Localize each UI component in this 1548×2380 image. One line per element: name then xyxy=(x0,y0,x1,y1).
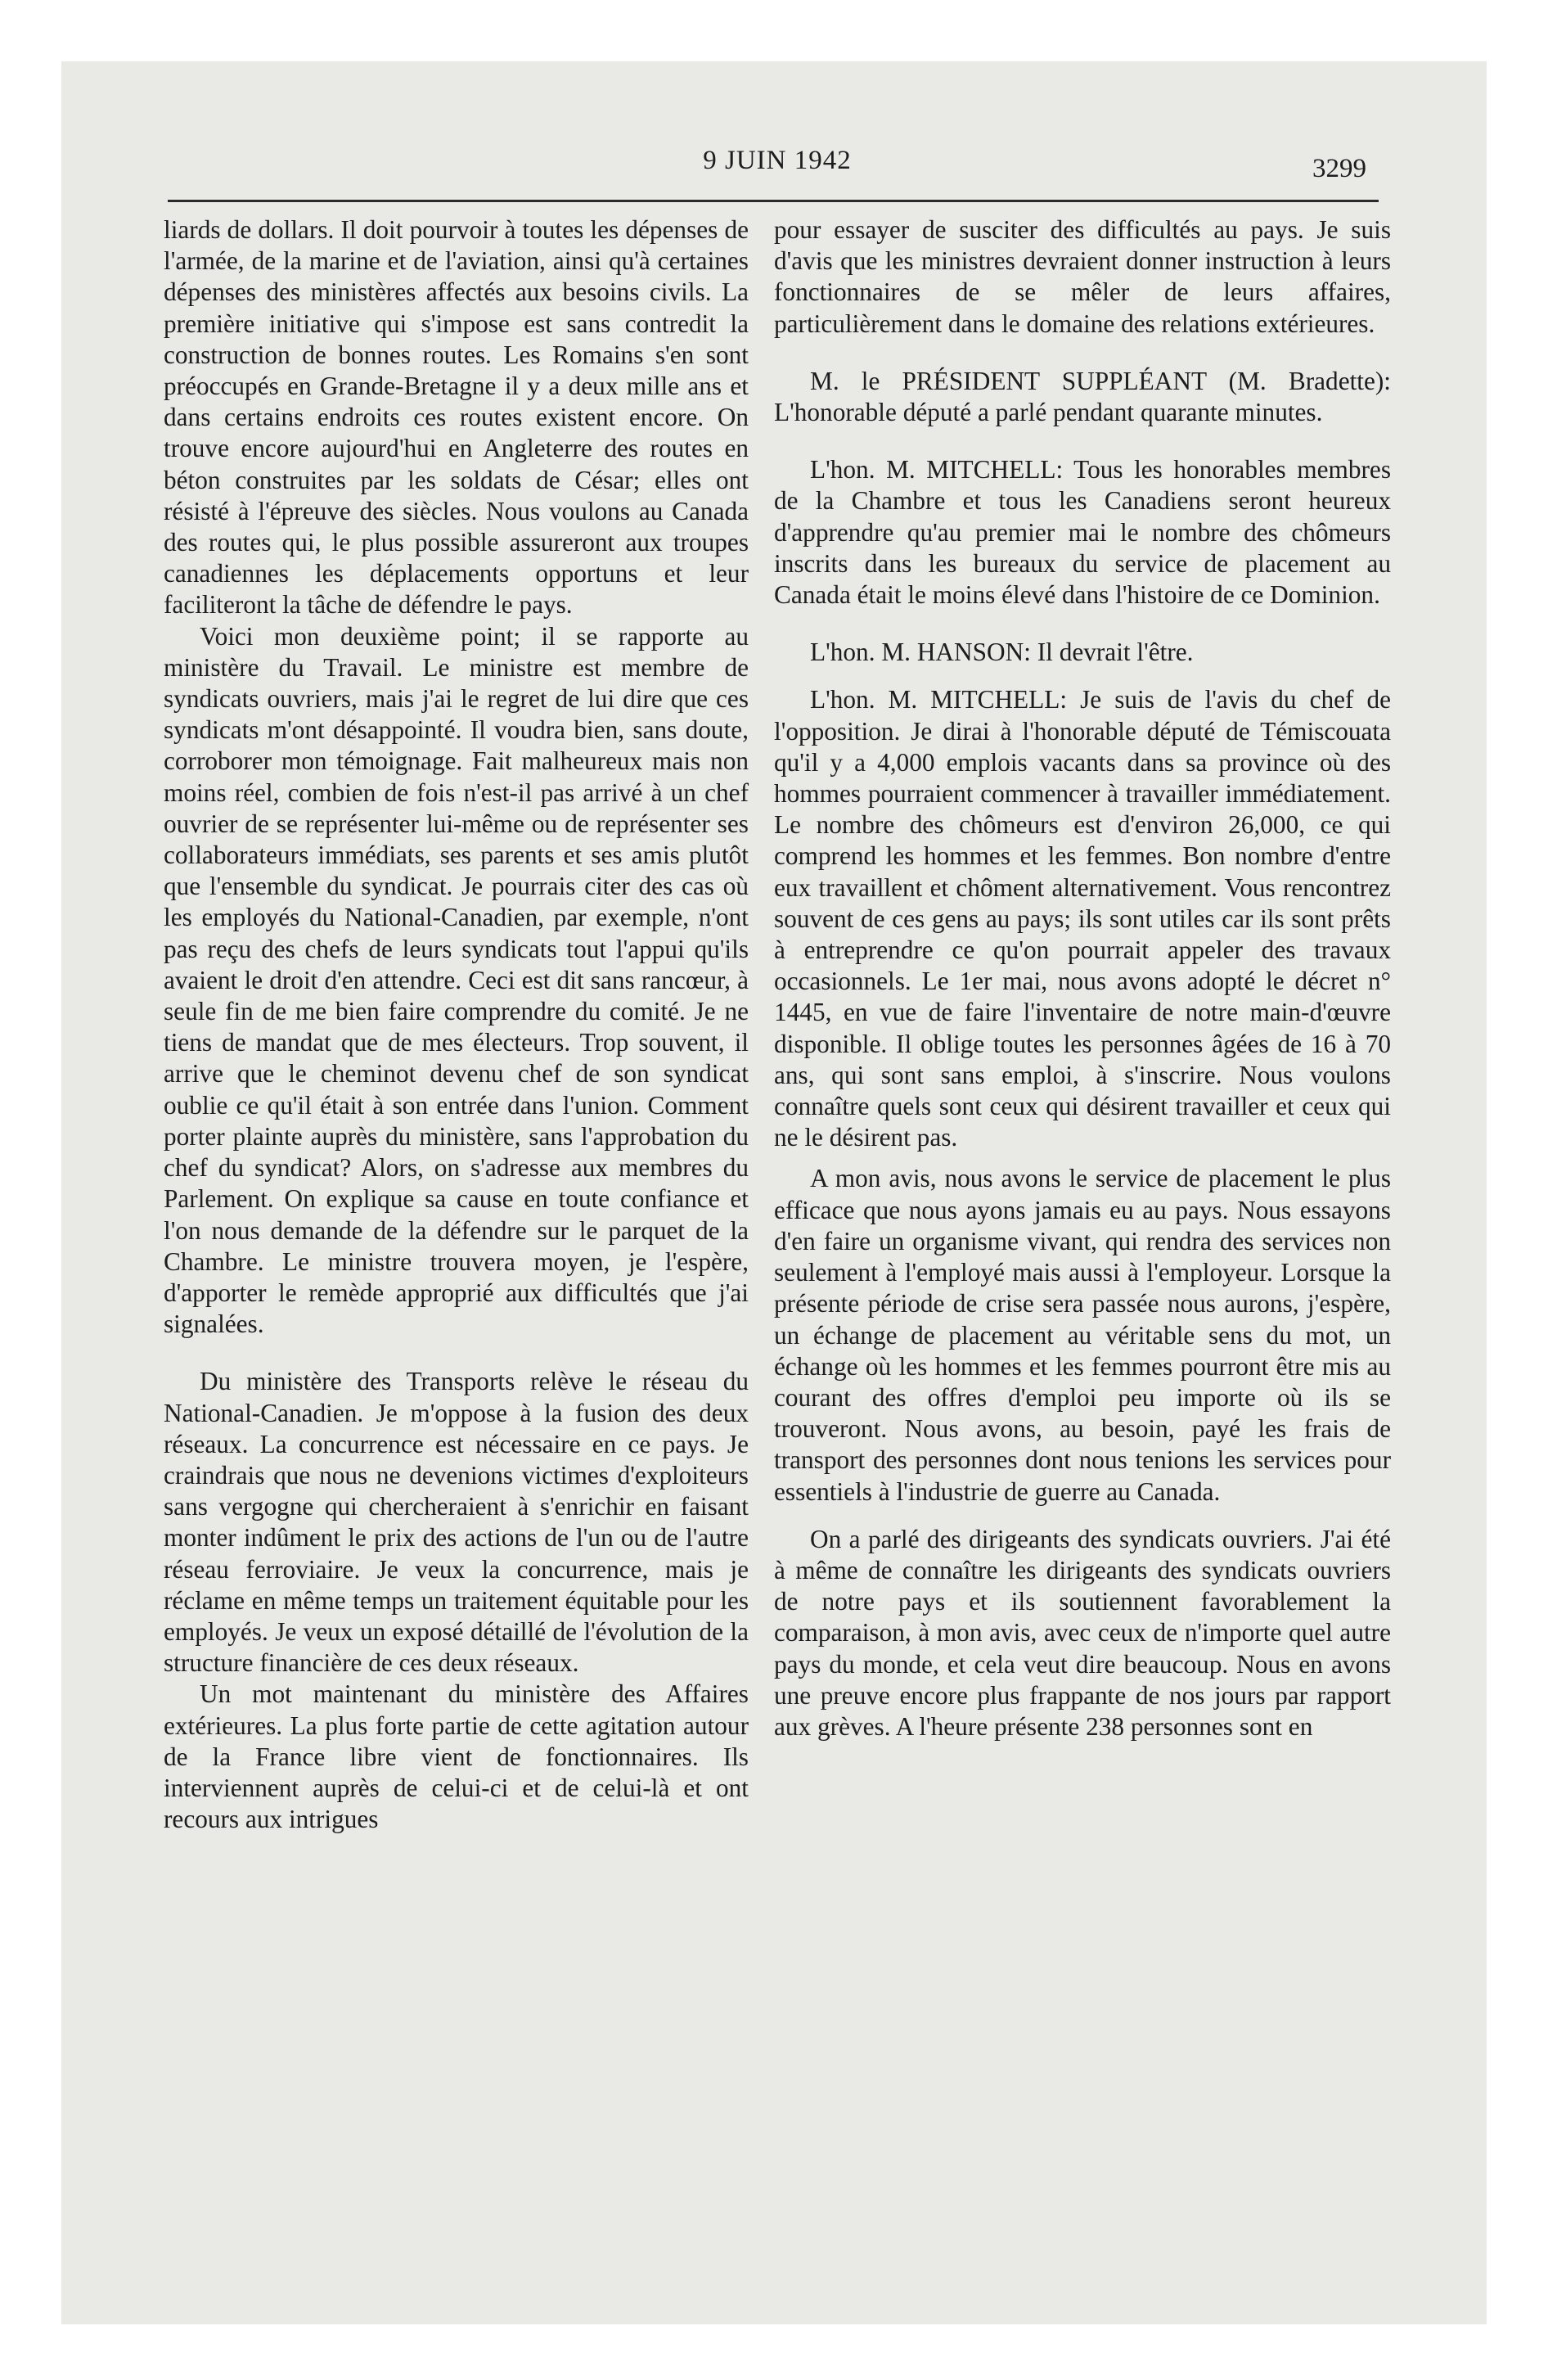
left-column xyxy=(164,214,749,1835)
page-number: 3299 xyxy=(1312,154,1366,183)
header-rule xyxy=(168,200,1379,202)
left-paragraph-3: Du ministère des Transports relève le réseau du National-Canadien. Je m'oppose à la fusion des deux réseaux. La concurrence est nécessaire en ce pays. Je craindrais que nous ne devenions victimes d'exploiteurs sans vergogne qui chercheraient à s'enrichir en faisant monter indûment le prix des actions de l'un ou de l'autre réseau ferroviaire. Je veux la concurrence, mais je réclame en même temps un traitement équitable pour les employés. Je veux un exposé détaillé de l'évolution de la structure financière de ces deux réseaux. xyxy=(164,1367,749,1678)
right-paragraph-7: On a parlé des dirigeants des syndicats ouvriers. J'ai été à même de connaître les dirigeants des syndicats ouvriers de notre pays et ils soutiennent favorablement la comparaison, à mon avis, avec ceux de n'importe quel autre pays du monde, et cela veut dire beaucoup. Nous en avons une preuve encore plus frappante de nos jours par rapport aux grèves. A l'heure présente 238 personnes sont en xyxy=(774,1524,1391,1741)
right-column xyxy=(774,214,1391,1742)
page-header xyxy=(164,139,1391,188)
right-paragraph-2: M. le PRÉSIDENT SUPPLÉANT (M. Bradette): L'honorable député a parlé pendant quarante minutes. xyxy=(774,366,1391,427)
right-paragraph-3: L'hon. M. MITCHELL: Tous les honorables membres de la Chambre et tous les Canadiens seront heureux d'apprendre qu'au premier mai le nombre des chômeurs inscrits dans les bureaux du service de placement au Canada était le moins élevé dans l'histoire de ce Dominion. xyxy=(774,455,1391,610)
left-paragraph-2: Voici mon deuxième point; il se rapporte au ministère du Travail. Le ministre est membre de syndicats ouvriers, mais j'ai le regret de lui dire que ces syndicats m'ont désappointé. Il voudra bien, sans doute, corroborer mon témoignage. Fait malheureux mais non moins réel, combien de fois n'est-il pas arrivé à un chef ouvrier de se représenter lui-même ou de représenter ses collaborateurs immédiats, ses parents et ses amis plutôt que l'ensemble du syndicat. Je pourrais citer des cas où les employés du National-Canadien, par exemple, n'ont pas reçu des chefs de leurs syndicats tout l'appui qu'ils avaient le droit d'en attendre. Ceci est dit sans rancœur, à seule fin de me bien faire comprendre du comité. Je ne tiens de mandat que de mes électeurs. Trop souvent, il arrive que le cheminot devenu chef de son syndicat oublie ce qu'il était à son entrée dans l'union. Comment porter plainte auprès du ministère, sans l'approbation du chef du syndicat? Alors, on s'adresse aux membres du Parlement. On explique sa cause en toute confiance et l'on nous demande de la défendre sur le parquet de la Chambre. Le ministre trouvera moyen, je l'espère, d'apporter le remède approprié aux difficultés que j'ai signalées. xyxy=(164,621,749,1339)
page-date: 9 JUIN 1942 xyxy=(703,146,852,175)
right-paragraph-5: L'hon. M. MITCHELL: Je suis de l'avis du chef de l'opposition. Je dirai à l'honorable député de Témiscouata qu'il y a 4,000 emplois vacants dans sa province où des hommes pourraient commencer à travailler immédiatement. Le nombre des chômeurs est d'environ 26,000, ce qui comprend les hommes et les femmes. Bon nombre d'entre eux travaillent et chôment alternativement. Vous rencontrez souvent de ces gens au pays; ils sont utiles car ils sont prêts à entreprendre ce qu'on pourrait appeler des travaux occasionnels. Le 1er mai, nous avons adopté le décret n° 1445, en vue de faire l'inventaire de notre main-d'œuvre disponible. Il oblige toutes les personnes âgées de 16 à 70 ans, qui sont sans emploi, à s'inscrire. Nous voulons connaître quels sont ceux qui désirent travailler et ceux qui ne le désirent pas. xyxy=(774,685,1391,1152)
left-paragraph-1: liards de dollars. Il doit pourvoir à toutes les dépenses de l'armée, de la marine et de l'aviation, ainsi qu'à certaines dépenses des ministères affectés aux besoins civils. La première initiative qui s'impose est sans contredit la construction de bonnes routes. Les Romains s'en sont préoccupés en Grande-Bretagne il y a deux mille ans et dans certains endroits ces routes existent encore. On trouve encore aujourd'hui en Angleterre des routes en béton construites par les soldats de César; elles ont résisté à l'épreuve des siècles. Nous voulons au Canada des routes qui, le plus possible assureront aux troupes canadiennes les déplacements opportuns et leur faciliteront la tâche de défendre le pays. xyxy=(164,215,749,620)
left-paragraph-4: Un mot maintenant du ministère des Affaires extérieures. La plus forte partie de cette agitation autour de la France libre vient de fonctionnaires. Ils interviennent auprès de celui-ci et de celui-là et ont recours aux intrigues xyxy=(164,1679,749,1834)
right-paragraph-6: A mon avis, nous avons le service de placement le plus efficace que nous ayons jamais eu au pays. Nous essayons d'en faire un organisme vivant, qui rendra des services non seulement à l'employé mais aussi à l'employeur. Lorsque la présente période de crise sera passée nous aurons, j'espère, un échange de placement au véritable sens du mot, un échange où les hommes et les femmes pourront être mis au courant des offres d'emploi peu importe où ils se trouveront. Nous avons, au besoin, payé les frais de transport des personnes dont nous tenions les services pour essentiels à l'industrie de guerre au Canada. xyxy=(774,1164,1391,1506)
right-paragraph-1: pour essayer de susciter des difficultés au pays. Je suis d'avis que les ministres devraient donner instruction à leurs fonctionnaires de se mêler de leurs affaires, particulièrement dans le domaine des relations extérieures. xyxy=(774,215,1391,338)
right-paragraph-4: L'hon. M. HANSON: Il devrait l'être. xyxy=(810,638,1194,667)
